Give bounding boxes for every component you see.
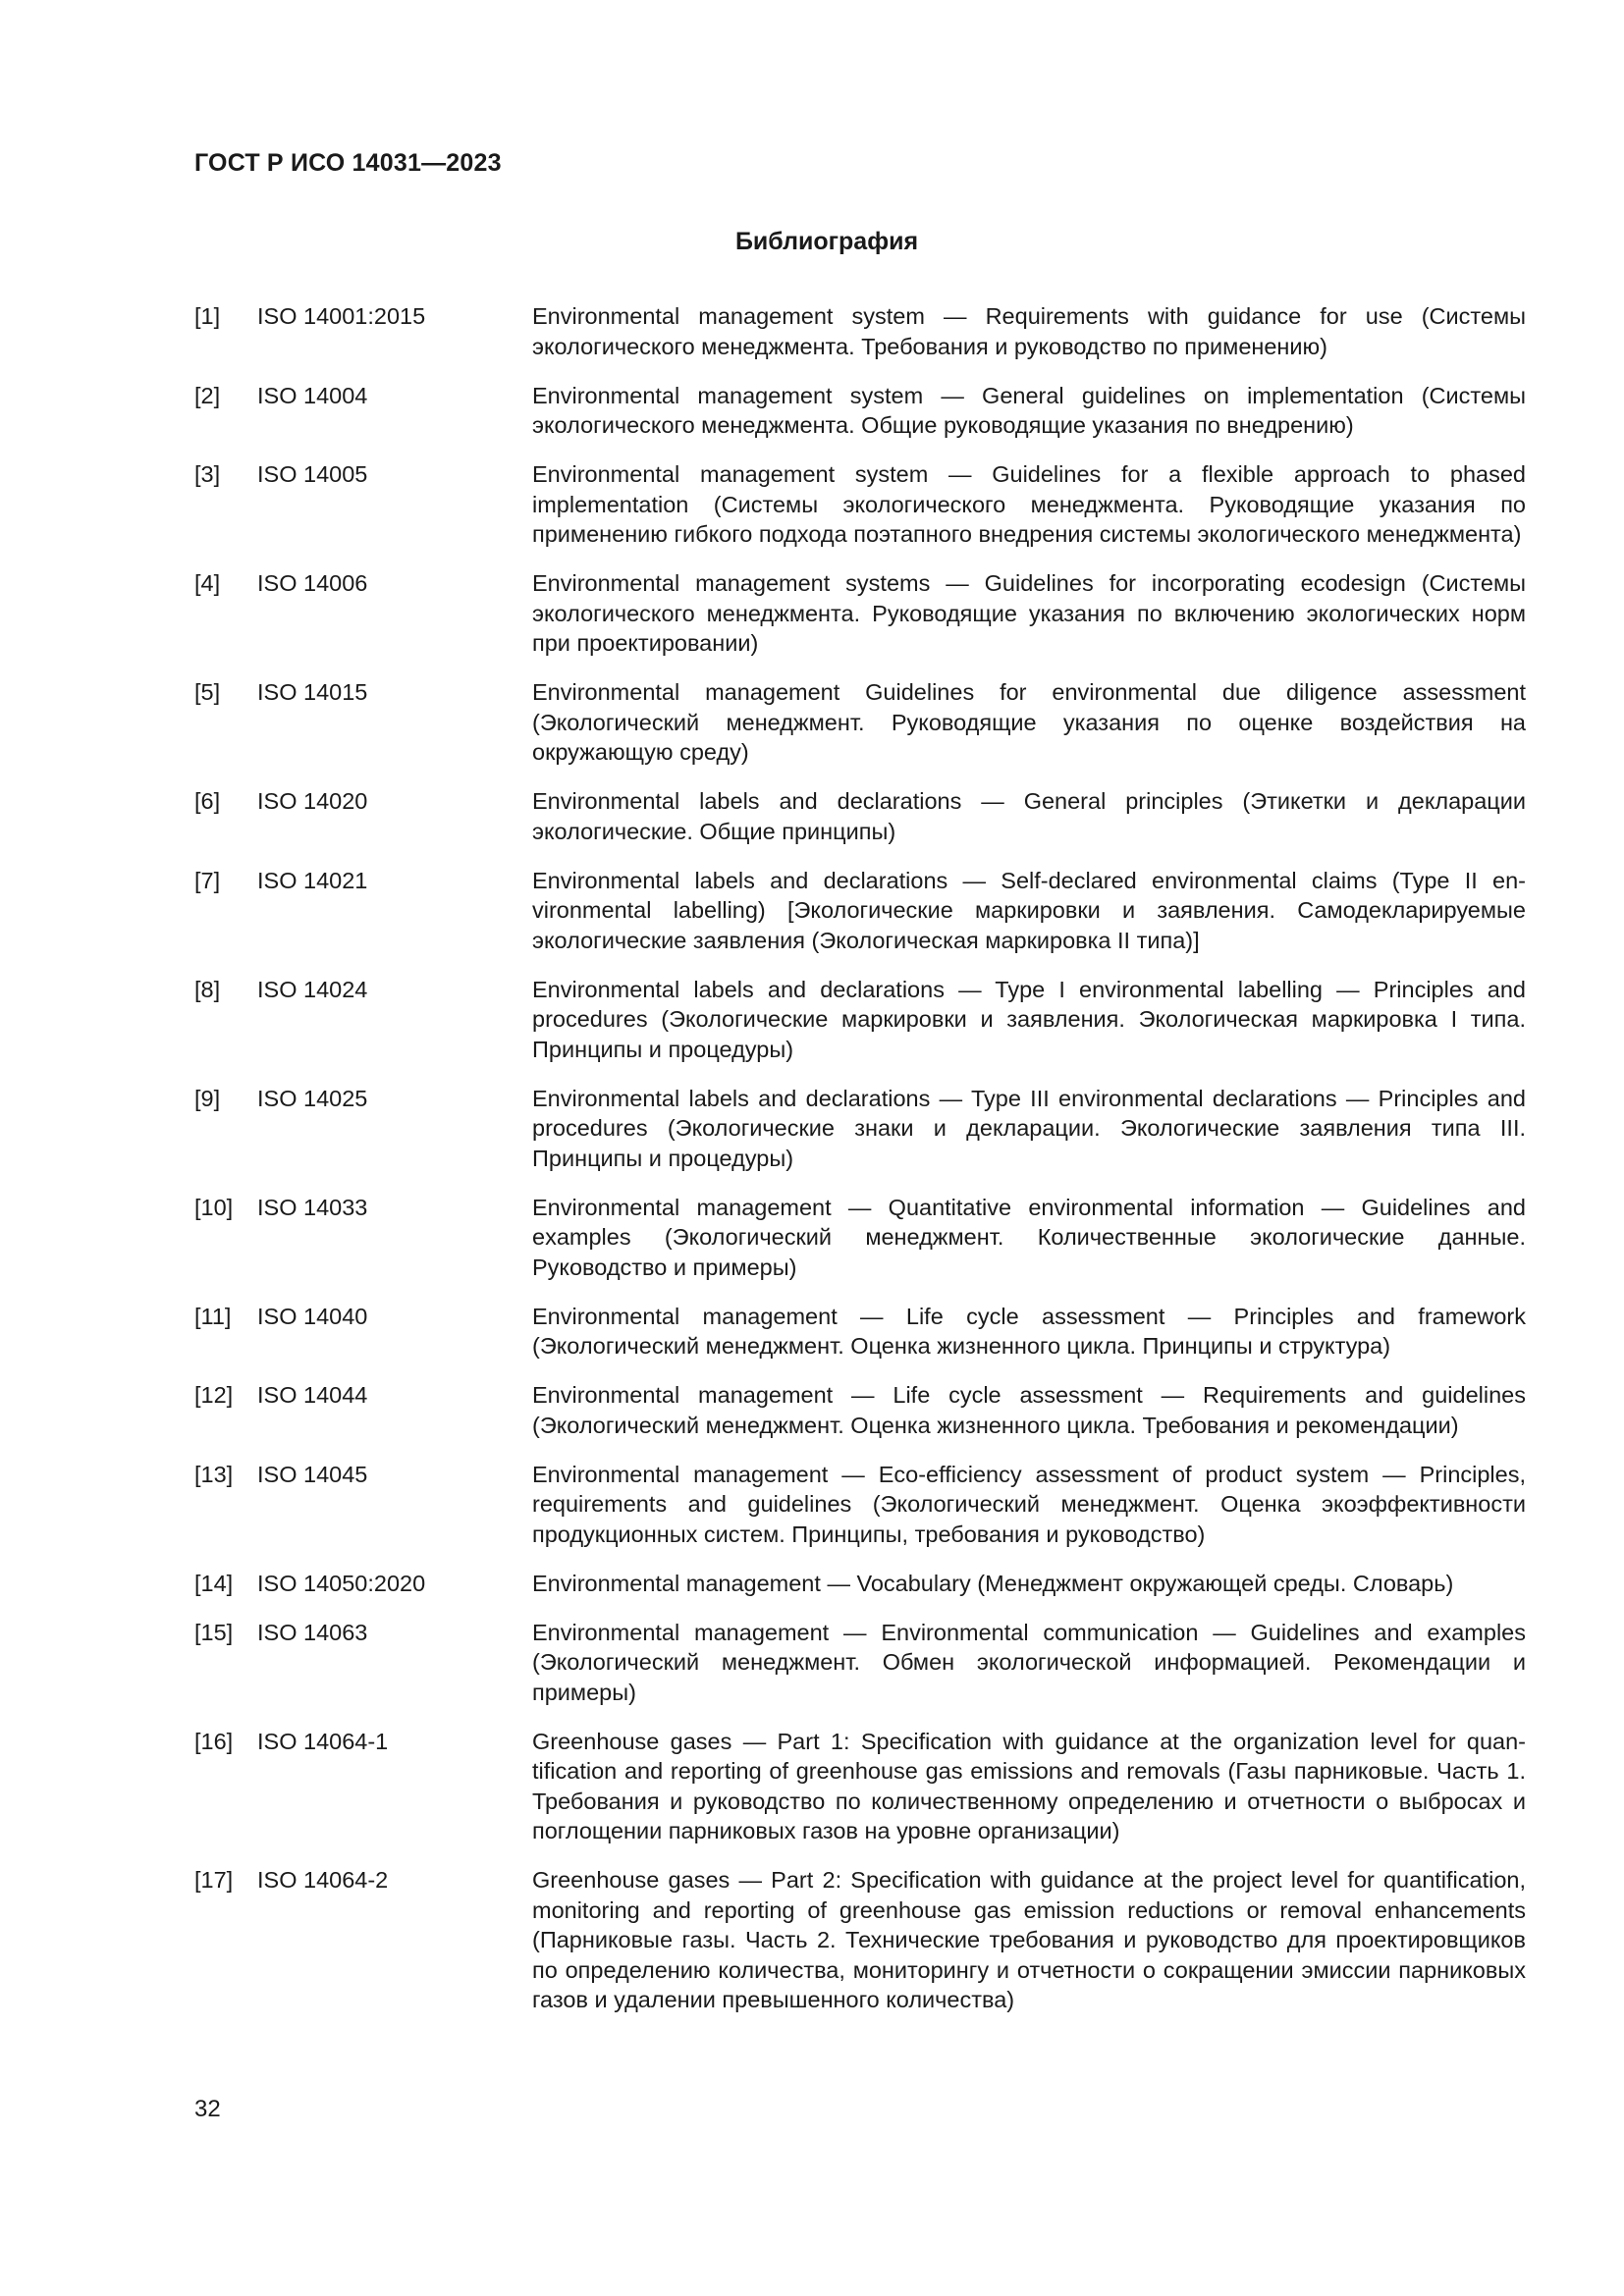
entry-number: [10] [194,1194,234,1220]
bibliography-entry [194,1193,1526,1283]
bibliography-entry [194,1302,1526,1362]
document-standard-id: ГОСТ Р ИСО 14031—2023 [194,149,502,177]
entry-code: ISO 14004 [257,382,368,408]
section-title: Библиография [734,228,919,255]
entry-text: Greenhouse gases — Part 2: Specification with guidance at the project level for quantification, monitoring and reporting of greenhouse gas emission reductions or removal enhancements (Парниковые газы. Часть 2. Технические требования и руководство для проектировщиков по определению количества, мониторингу и отчетности о сокращении эмиссии парниковых газов и удалении превышенного количества) [532,1867,1526,2012]
entry-code: ISO 14033 [257,1194,368,1220]
bibliography-entry [194,1865,1526,2015]
entry-text: Environmental management — Life cycle assessment — Requirements and guidelines (Экологический менеджмент. Оценка жизненного цикла. Требования и рекомендации) [532,1382,1526,1438]
entry-code: ISO 14015 [257,679,368,705]
entry-number: [11] [194,1303,232,1329]
entry-number: [14] [194,1570,234,1596]
entry-text: Environmental management — Eco-efficiency assessment of product system — Principles, requirements and guidelines (Экологический менеджмент. Оценка экоэффективности продукционных систем. Принципы, требования и руководство) [532,1461,1526,1547]
entry-code: ISO 14021 [257,867,368,893]
entry-code: ISO 14064-1 [257,1728,389,1754]
entry-code: ISO 14044 [257,1382,368,1408]
bibliography-entry [194,301,1526,361]
bibliography-entry [194,1727,1526,1846]
entry-number: [6] [194,788,221,814]
entry-number: [9] [194,1085,221,1111]
entry-text: Environmental labels and declarations — Self-declared environmental claims (Type II environmental labelling) [Экологические маркировки и заявления. Самодекларируемые экологические заявления (Экологическая маркировка II типа)] [532,867,1526,953]
entry-code: ISO 14024 [257,976,368,1002]
entry-code: ISO 14001:2015 [257,303,426,329]
bibliography-entry [194,1380,1526,1440]
entry-number: [12] [194,1382,234,1408]
entry-number: [13] [194,1461,234,1487]
bibliography-entry [194,677,1526,768]
entry-text: Environmental management systems — Guidelines for incorporating ecodesign (Системы экологического менеджмента. Руководящие указания по включению экологических норм при проектировании) [532,570,1526,656]
bibliography-entry [194,568,1526,659]
entry-text: Environmental management system — General guidelines on implementation (Системы экологического менеджмента. Общие руководящие указания по внедрению) [532,382,1526,438]
bibliography-entry [194,1618,1526,1708]
entry-code: ISO 14020 [257,788,368,814]
entry-code: ISO 14045 [257,1461,368,1487]
entry-text: Environmental management — Environmental communication — Guidelines and examples (Экологический менеджмент. Обмен экологической информацией. Рекомендации и примеры) [532,1619,1526,1705]
entry-number: [7] [194,867,221,893]
entry-text: Environmental management — Life cycle assessment — Principles and framework (Экологический менеджмент. Оценка жизненного цикла. Принципы и структура) [532,1303,1526,1359]
entry-number: [16] [194,1728,234,1754]
bibliography-entry [194,381,1526,441]
entry-text: Environmental labels and declarations — General principles (Этикетки и декларации экологические. Общие принципы) [532,788,1526,844]
bibliography-entry [194,459,1526,550]
entry-text: Environmental management system — Guidelines for a flexible approach to phased implementation (Системы экологического менеджмента. Руководящие указания по применению гибкого подхода поэтапного внедрения системы экологического менеджмента) [532,461,1526,547]
bibliography-entry [194,975,1526,1065]
entry-number: [8] [194,976,221,1002]
entry-text: Environmental management system — Requirements with guidance for use (Системы экологического менеджмента. Требования и руководство по применению) [532,303,1526,359]
bibliography-entry [194,786,1526,846]
entry-text: Environmental management — Quantitative environmental information — Guidelines and examples (Экологический менеджмент. Количественные экологические данные. Руководство и примеры) [532,1194,1526,1280]
entry-code: ISO 14005 [257,461,368,487]
entry-text: Greenhouse gases — Part 1: Specification with guidance at the organization level for quantification and reporting of greenhouse gas emissions and removals (Газы парниковые. Часть 1. Требования и руководство по количественному определению и отчетности о выбросах и поглощении парниковых газов на уровне организации) [532,1728,1526,1843]
entry-code: ISO 14064-2 [257,1867,389,1893]
entry-number: [1] [194,303,221,329]
bibliography-list [194,301,1526,2034]
entry-number: [15] [194,1619,234,1645]
entry-number: [3] [194,461,221,487]
bibliography-entry [194,1569,1526,1599]
entry-code: ISO 14063 [257,1619,368,1645]
entry-text: Environmental management Guidelines for environmental due diligence assessment (Экологический менеджмент. Руководящие указания по оценке воздействия на окружающую среду) [532,679,1526,765]
entry-text: Environmental labels and declarations — Type I environmental labelling — Principles and procedures (Экологические маркировки и заявления. Экологическая маркировка I типа. Принципы и процедуры) [532,976,1526,1062]
bibliography-entry [194,1460,1526,1550]
entry-code: ISO 14025 [257,1085,368,1111]
entry-code: ISO 14040 [257,1303,368,1329]
entry-text: Environmental management — Vocabulary (Менеджмент окружающей среды. Словарь) [532,1570,1454,1596]
page-number: 32 [194,2096,221,2122]
entry-text: Environmental labels and declarations — Type III environmental declarations — Principles and procedures (Экологические знаки и декларации. Экологические заявления типа III. Принципы и процедуры) [532,1085,1526,1171]
entry-code: ISO 14006 [257,570,368,596]
entry-number: [5] [194,679,221,705]
entry-number: [4] [194,570,221,596]
bibliography-entry [194,866,1526,956]
bibliography-entry [194,1084,1526,1174]
entry-code: ISO 14050:2020 [257,1570,426,1596]
entry-number: [2] [194,382,221,408]
entry-number: [17] [194,1867,234,1893]
